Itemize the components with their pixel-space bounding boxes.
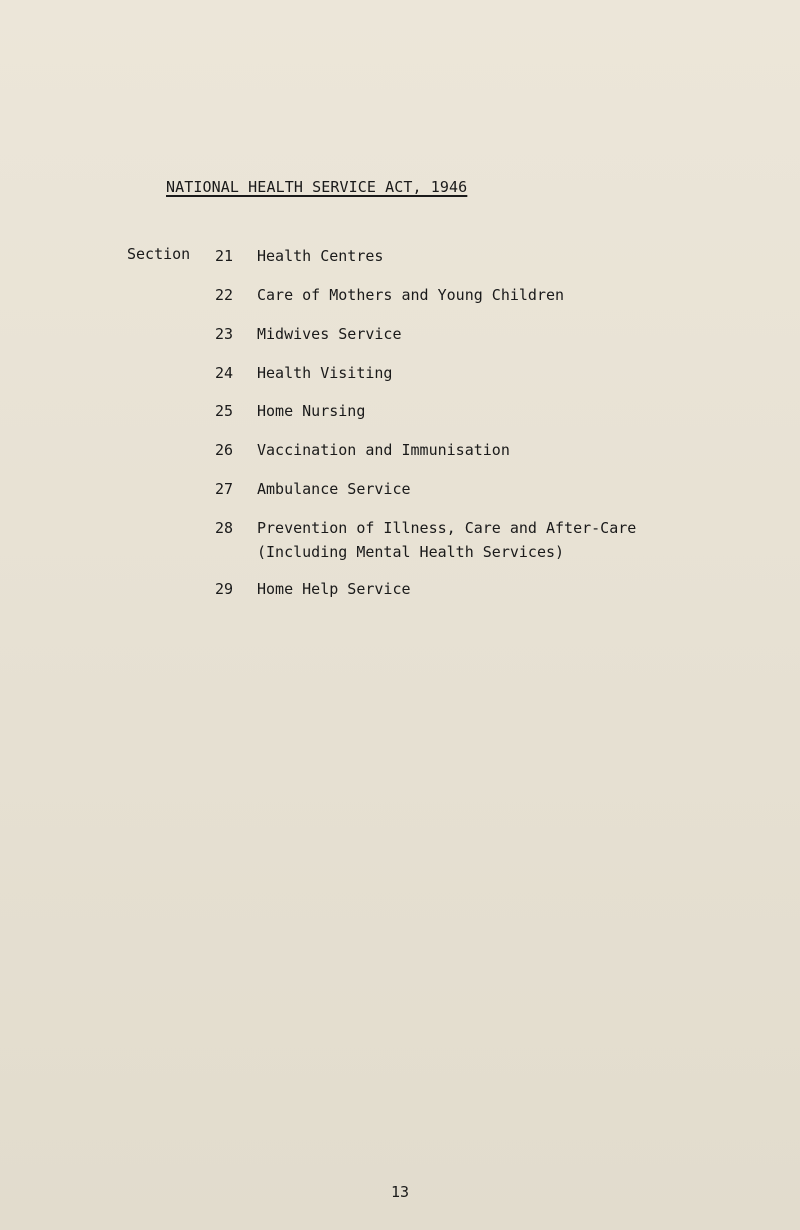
section-title: Health Centres [257, 247, 384, 265]
section-number: 26 [214, 441, 233, 459]
document-title: NATIONAL HEALTH SERVICE ACT, 1946 [166, 178, 468, 196]
section-number: 28 [214, 519, 233, 537]
section-title-continuation: (Including Mental Health Services) [257, 543, 565, 561]
section-title: Home Nursing [257, 402, 366, 420]
section-number: 27 [214, 480, 233, 498]
section-title: Care of Mothers and Young Children [257, 286, 565, 304]
section-number: 25 [214, 402, 233, 420]
section-number: 23 [214, 325, 233, 343]
section-label: Section [127, 245, 191, 263]
section-number: 24 [214, 364, 233, 382]
section-number: 22 [214, 286, 233, 304]
section-title: Health Visiting [257, 364, 393, 382]
page-number: 13 [390, 1183, 410, 1201]
section-title: Ambulance Service [257, 480, 411, 498]
section-number: 29 [214, 580, 233, 598]
section-title: Home Help Service [257, 580, 411, 598]
section-title: Prevention of Illness, Care and After-Care [257, 519, 637, 537]
section-number: 21 [214, 247, 233, 265]
section-title: Midwives Service [257, 325, 402, 343]
section-title: Vaccination and Immunisation [257, 441, 510, 459]
